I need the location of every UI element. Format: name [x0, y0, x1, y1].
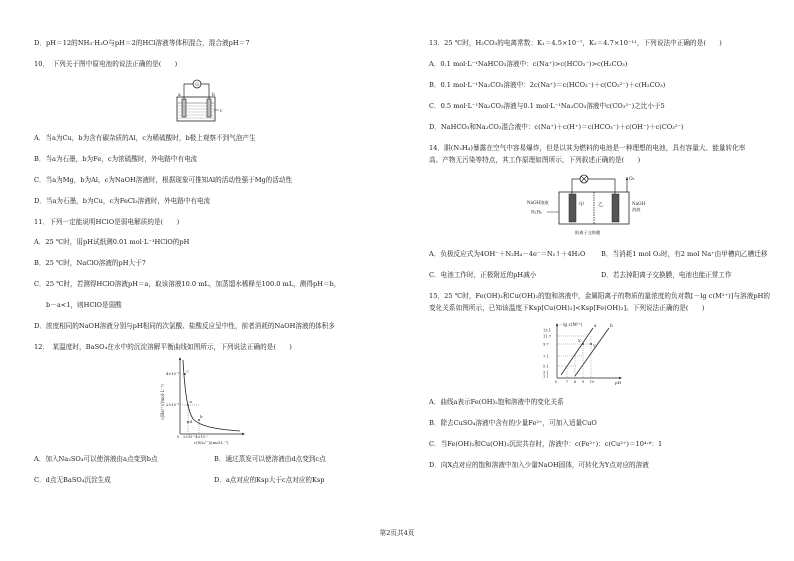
q10-option-c: C．当a为Mg，b为Al，c为NaOH溶液时，根据现象可推知Al的活动性强于Mg的活动性 [34, 176, 293, 184]
q13-option-b: B．0.1 mol·L⁻¹Na₂CO₃溶液中：2c(Na⁺)＝c(HCO₃⁻)＋c(CO₃²⁻)＋c(H₂CO₃) [429, 81, 666, 89]
q14-naoh-right-2: 溶液 [632, 207, 641, 212]
q14-membrane-label: 阳离子交换膜 [575, 230, 601, 235]
q15-label-a: a [594, 323, 597, 328]
q14-option-c: C．电池工作时，正极附近的pH减小 [429, 271, 537, 279]
q15-stem-line2: 变化关系如图所示，已知该温度下Ksp[Cu(OH)₂]<Ksp[Fe(OH)₂]。下列说法正确的是( ) [429, 304, 705, 312]
q15-xtick: 8 [573, 380, 577, 384]
q11-option-c: C．25 ℃时，若测得HClO溶液pH＝a，取该溶液10.0 mL，加蒸馏水稀释至100.0 mL，测得pH＝b， [34, 280, 341, 288]
q13-option-a: A．0.1 mol·L⁻¹NaHCO₃溶液中：c(Na⁺)>c(HCO₃⁻)>c(H₂CO₃) [429, 60, 628, 68]
q15-xtick: 9 [581, 380, 585, 384]
q14-o2-label: O₂ [629, 177, 635, 182]
right-column [397, 0, 782, 561]
q12-ytick-2: 2×10⁻⁵ [166, 403, 180, 407]
q15-ytick: 13.1 [543, 328, 552, 333]
q12-option-b: B．通过蒸发可以使溶液由d点变到c点 [214, 455, 326, 463]
q14-naoh-right: NaOH [632, 201, 646, 206]
svg-text:G: G [195, 83, 199, 88]
q14-option-d: D．若去掉阳离子交换膜，电池也能正常工作 [601, 271, 732, 279]
q14-jia-label: 甲 [579, 202, 585, 208]
q15-line-a [561, 328, 593, 375]
q15-chart [537, 320, 637, 388]
q11-option-c-cont: b－a<1，则HClO是弱酸 [46, 301, 122, 309]
q12-option-d: D．a点对应的Ksp大于c点对应的Ksp [214, 476, 325, 484]
q14-n2h4-label: N₂H₄ [531, 209, 542, 215]
q15-xtick: 7 [565, 380, 569, 384]
q15-xtick: 10 [589, 380, 595, 384]
q12-point-a: a [189, 399, 192, 404]
q14-fuel-cell-figure [527, 172, 662, 238]
q10-label-b: b [212, 93, 215, 98]
q15-ylabel: －lg c(M²⁺) [559, 322, 583, 327]
q15-option-b: B．除去CuSO₄溶液中含有的少量Fe²⁺，可加入适量CuO [429, 419, 597, 427]
q10-option-b: B．当a为石墨，b为Fe，c为浓硫酸时，外电路中有电流 [34, 155, 198, 163]
q15-label-b: b [610, 323, 613, 328]
q14-option-a: A．负极反应式为4OH⁻＋N₂H₄－4e⁻＝N₂↑＋4H₂O [429, 250, 586, 258]
q12-ytick-1: 4×10⁻⁵ [166, 372, 180, 376]
q15-xtick: 0 [554, 380, 558, 384]
q12-option-c: C．d点无BaSO₄沉淀生成 [34, 476, 111, 484]
q15-xlabel: pH [615, 380, 622, 385]
q14-yi-label: 乙 [598, 202, 604, 208]
q12-origin: 0 [177, 435, 180, 439]
q12-stem: 12． 某温度时，BaSO₄在水中的沉淀溶解平衡曲线如图所示，下列说法正确的是( ) [34, 343, 292, 351]
q12-option-a: A．加入Na₂SO₄可以使溶液由a点变到b点 [34, 455, 158, 463]
q15-ytick: 9.7 [543, 342, 549, 347]
q13-option-c: C．0.5 mol·L⁻¹Na₂CO₃溶液与0.1 mol·L⁻¹Na₂CO₃溶液中c(CO₃²⁻)之比小于5 [429, 102, 665, 110]
q10-label-c: c [220, 109, 223, 114]
q14-stem-line2: 高、产物无污染等特点，其工作原理如图所示，下列叙述正确的是( ) [429, 156, 641, 164]
q12-point-b: b [200, 414, 203, 419]
q12-point-c: c [186, 368, 189, 374]
q11-option-d: D．浓度相同的NaOH溶液分别与pH相同的次氯酸、盐酸反应呈中性，前者消耗的NaOH溶液的体积多 [34, 322, 335, 330]
q15-ytick: 3.1 [543, 370, 549, 375]
q12-xticks: 2×10⁻⁵4×10⁻⁵ [183, 435, 208, 439]
left-column [0, 0, 385, 561]
q15-option-c: C．当Fe(OH)₂和Cu(OH)₂沉淀共存时，溶液中：c(Fe²⁺)：c(Cu²⁺)＝10⁴·⁶：1 [429, 440, 663, 448]
q12-solubility-chart [158, 356, 248, 448]
q14-option-b: B．当消耗1 mol O₂时，有2 mol Na⁺由甲槽向乙槽迁移 [601, 250, 768, 258]
q12-ylabel: c(Ba²⁺)/(mol·L⁻¹) [160, 384, 165, 420]
q11-option-b: B．25 ℃时，NaClO溶液的pH大于7 [34, 259, 146, 267]
q15-ytick: 11.7 [543, 334, 552, 339]
q15-stem-line1: 15．25 ℃时，Fe(OH)₂和Cu(OH)₂的饱和溶液中，金属阳离子的物质的量浓度的负对数[－lg c(M²⁺)]与溶液pH的 [429, 292, 771, 300]
q12-xlabel: c(SO₄²⁻)/(mol·L⁻¹) [194, 440, 229, 445]
q10-option-d: D．当a为石墨，b为Cu，c为FeCl₃溶液时，外电路中有电流 [34, 197, 211, 205]
q15-line-b [575, 328, 609, 376]
q10-option-a: A．当a为Cu，b为含有碳杂质的Al，c为稀硫酸时，b极上观察不到气泡产生 [34, 134, 256, 142]
page-footer: 第2页共4页 [379, 529, 415, 537]
q11-option-a: A．25 ℃时，用pH试纸测0.01 mol·L⁻¹HClO的pH [34, 238, 190, 246]
q13-option-d: D．NaHCO₃和Na₂CO₃混合液中：c(Na⁺)＋c(H⁺)＝c(HCO₃⁻)＋c(OH⁻)＋c(CO₃²⁻) [429, 123, 684, 131]
q15-ytick: 7.1 [543, 354, 549, 359]
q10-label-a: a [178, 93, 181, 98]
q10-stem: 10． 下列关于图中原电池的说法正确的是( ) [34, 60, 178, 68]
q11-stem: 11．下列一定能说明HClO是弱电解质的是( ) [34, 218, 180, 226]
q14-naoh-left: NaOH溶液 [527, 200, 549, 205]
q15-option-d: D．向X点对应的饱和溶液中加入少量NaOH固体，可转化为Y点对应的溶液 [429, 461, 649, 469]
q15-option-a: A．曲线a表示Fe(OH)₂饱和溶液中的变化关系 [429, 398, 564, 406]
q14-stem-line1: 14．肼(N₂H₄)暴露在空气中容易爆炸，但是以其为燃料的电池是一种理想的电池，具有容量大、能量转化率 [429, 144, 746, 152]
q10-cell-figure [172, 77, 226, 123]
q15-point-y: Y [593, 343, 596, 348]
q15-ytick: 5.1 [543, 364, 549, 369]
q12-point-d: d [189, 419, 193, 424]
q9-option-d: D．pH＝12的NH₃·H₂O与pH＝2的HCl溶液等体积混合，混合液pH＝7 [34, 39, 250, 47]
q13-stem: 13．25 ℃时，H₂CO₃的电离常数：K₁＝4.5×10⁻⁷，K₂＝4.7×10⁻¹¹，下列说法中正确的是( ) [429, 39, 722, 47]
q15-ytick: 1.1 [543, 374, 549, 379]
q15-point-x: X [578, 338, 581, 343]
